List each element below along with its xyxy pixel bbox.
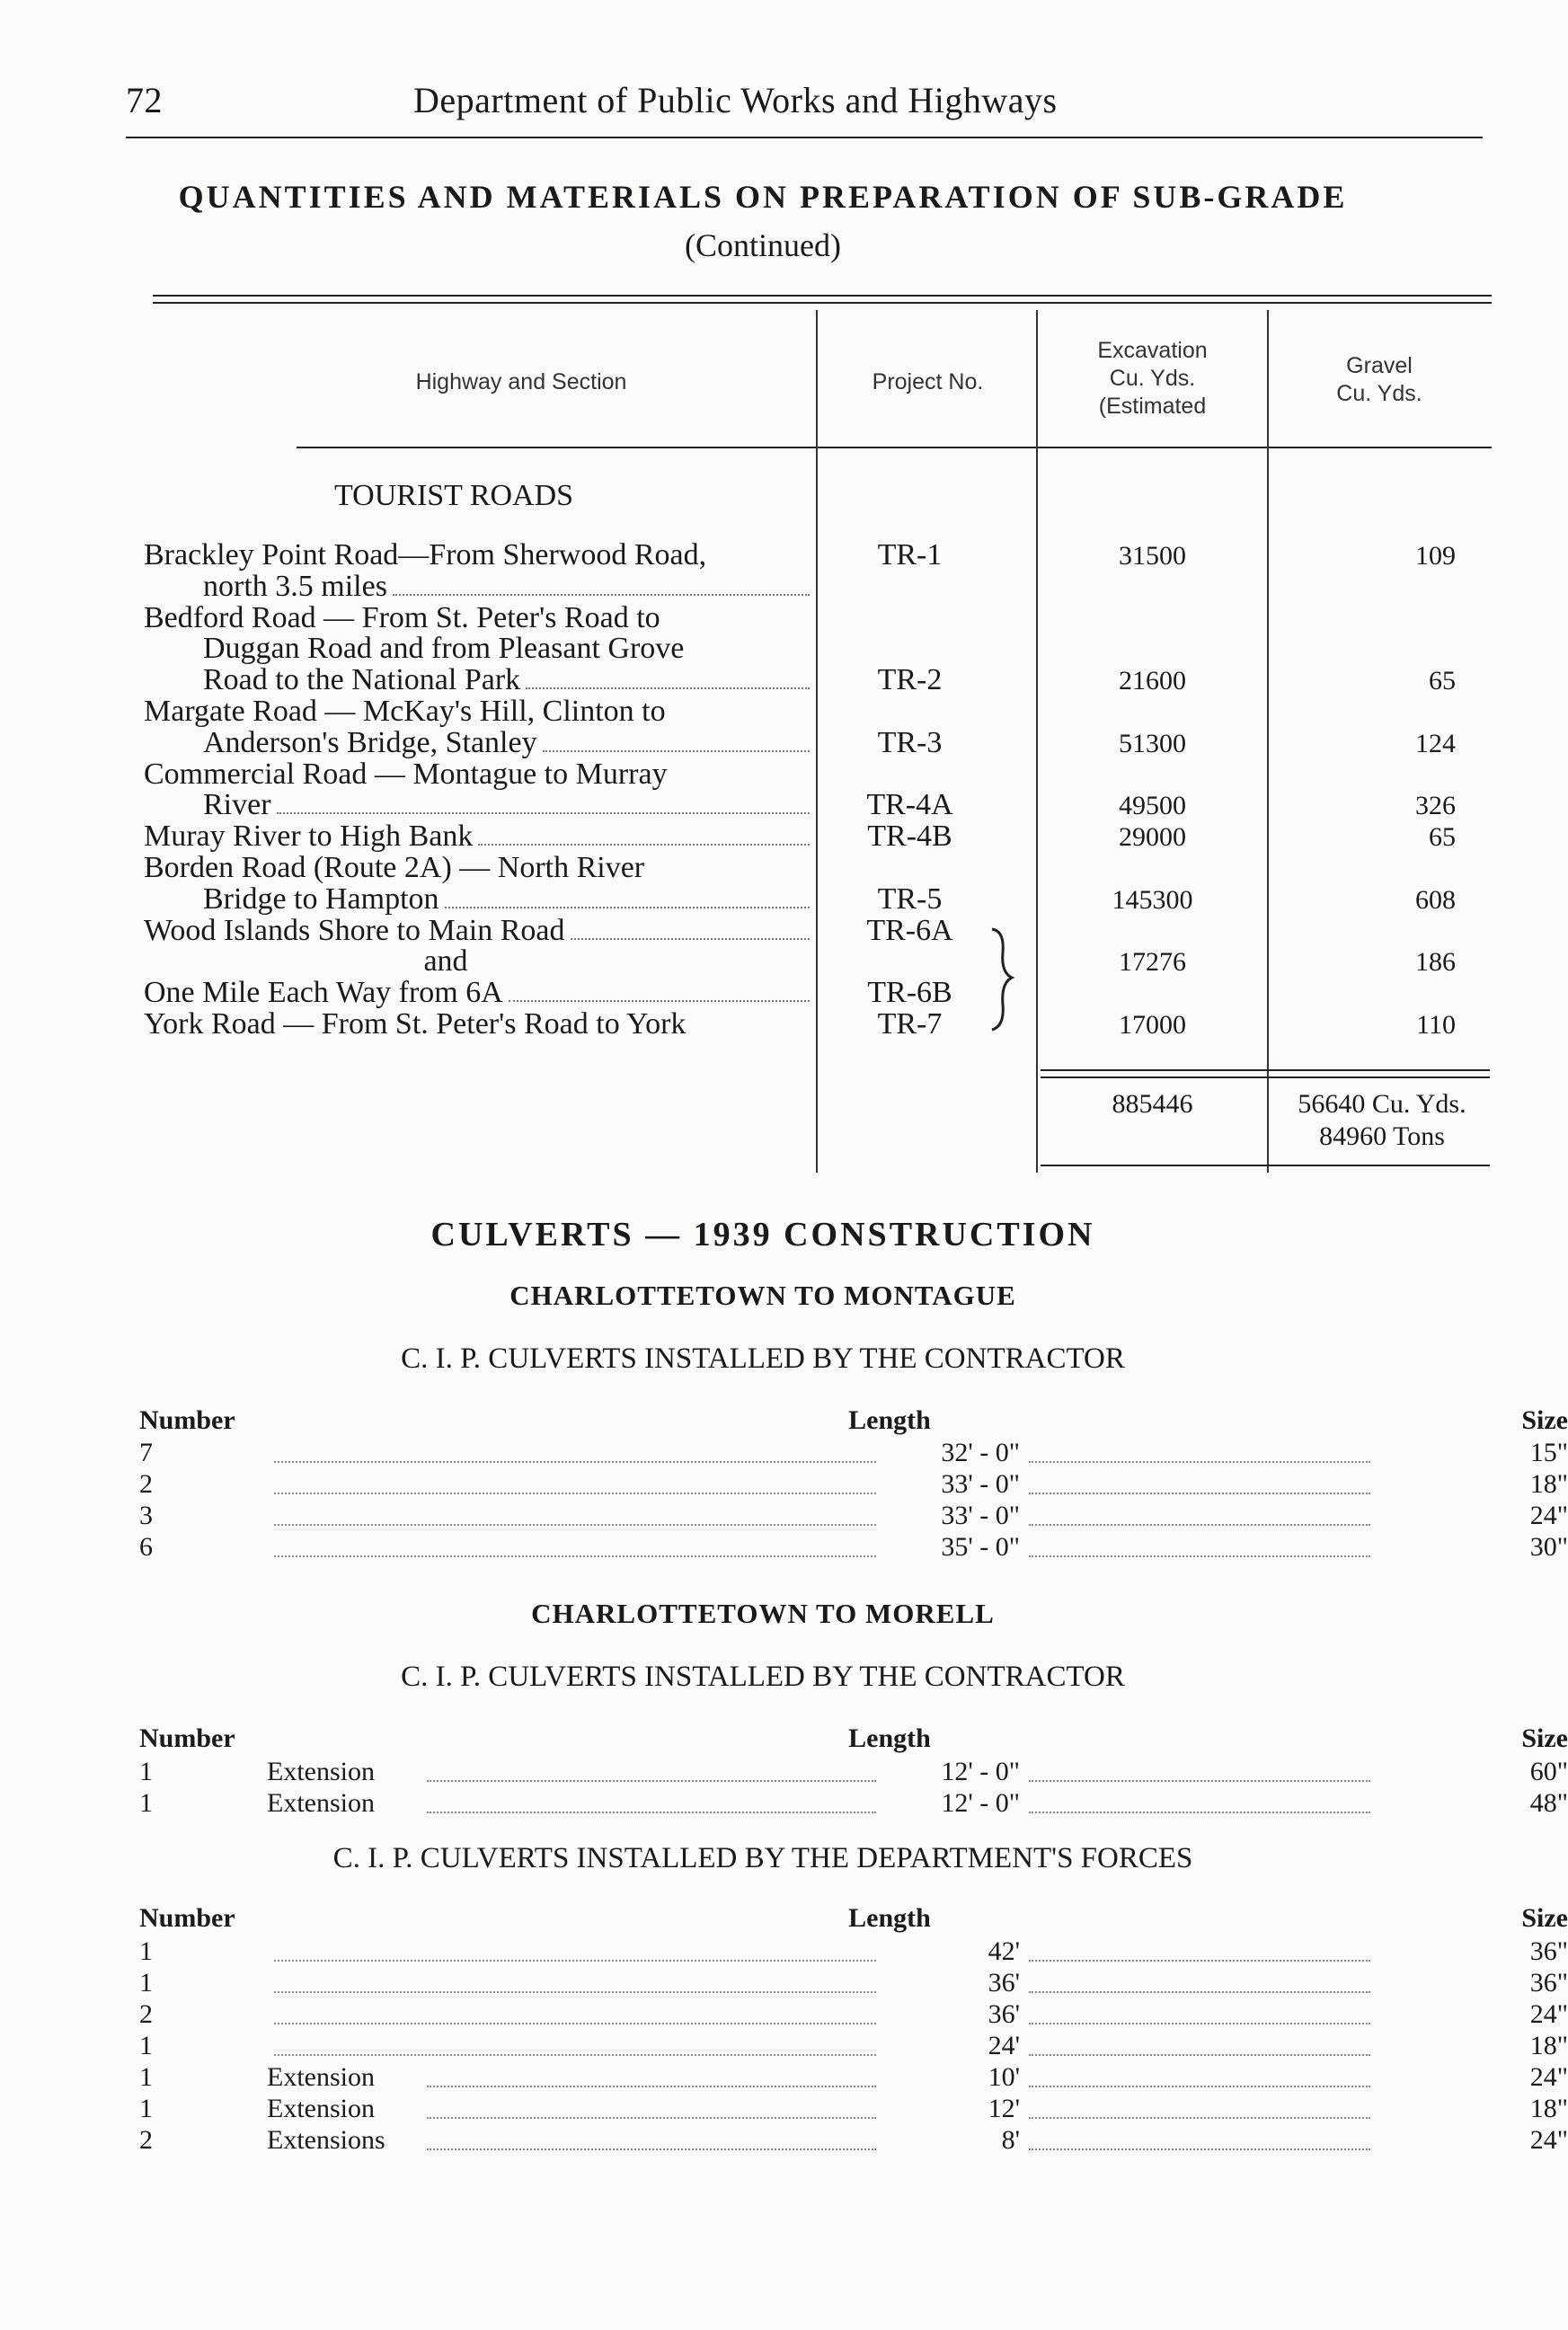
dot-leader	[1029, 1493, 1370, 1494]
culvert-length: 8'	[1001, 2125, 1020, 2155]
dot-leader	[274, 1493, 876, 1494]
dot-leader	[1029, 1780, 1370, 1782]
table-col-divider-1	[816, 310, 818, 1173]
highway-line	[144, 695, 813, 727]
highway-line-text: Brackley Point Road—From Sherwood Road,	[144, 538, 707, 571]
dot-leader	[478, 844, 810, 846]
culvert-length: 12' - 0"	[941, 1788, 1020, 1818]
highway-line	[144, 758, 813, 790]
project-number: TR-1	[877, 538, 943, 571]
culvert-size: 24"	[1529, 1501, 1568, 1530]
culvert-row	[139, 1501, 1568, 1533]
page-number: 72	[126, 80, 163, 120]
dot-leader	[1029, 2148, 1370, 2150]
gravel-value: 186	[1415, 947, 1456, 978]
total-excavation: 885446	[1112, 1089, 1193, 1119]
highway-line-text: north 3.5 miles	[203, 569, 387, 603]
gravel-value: 65	[1429, 822, 1456, 853]
highway-line-text: York Road — From St. Peter's Road to York	[144, 1007, 687, 1041]
highway-line-text: Commercial Road — Montague to Murray	[144, 757, 668, 791]
dot-leader	[274, 1524, 876, 1526]
excavation-value: 49500	[1119, 791, 1186, 821]
culvert-number: 2	[139, 1469, 153, 1499]
culvert-row	[139, 2125, 1568, 2157]
culvert-size: 36"	[1529, 1936, 1568, 1966]
culvert-size: 18"	[1529, 1469, 1568, 1499]
gravel-value: 124	[1415, 728, 1456, 758]
dot-leader	[393, 594, 810, 596]
culvert-length: 10'	[988, 2062, 1020, 2092]
project-number: TR-4A	[866, 788, 953, 822]
gravel-value: 110	[1416, 1010, 1456, 1040]
highway-line	[144, 915, 813, 947]
culvert-number: 2	[139, 1999, 153, 2029]
dot-leader	[274, 1555, 876, 1557]
culvert-row	[139, 1788, 1568, 1821]
totals-bottom-rule	[1041, 1165, 1490, 1166]
dot-leader	[1029, 2054, 1370, 2056]
excavation-value: 17276	[1119, 947, 1186, 978]
dot-leader	[274, 1461, 876, 1463]
dot-leader	[1029, 2023, 1370, 2024]
culverts-section1-heading: CHARLOTTETOWN TO MONTAGUE	[509, 1280, 1016, 1311]
culvert-length: 35' - 0"	[941, 1532, 1020, 1562]
dot-leader	[427, 1812, 876, 1813]
culvert-row	[139, 1999, 1568, 2032]
highway-line	[203, 664, 813, 696]
highway-line-text: Duggan Road and from Pleasant Grove	[203, 632, 685, 666]
culvert-number: 1	[139, 1968, 153, 1998]
highway-line	[203, 727, 813, 759]
dot-leader	[274, 1991, 876, 1993]
project-number: TR-4B	[867, 819, 952, 854]
culverts-section2-heading: CHARLOTTETOWN TO MORELL	[531, 1598, 995, 1629]
culvert-row	[139, 1968, 1568, 2000]
culvert-length: 36'	[988, 1999, 1020, 2029]
col-header-excavation-l1: Excavation	[1097, 338, 1208, 363]
dot-leader	[277, 812, 810, 814]
highway-line-text: Wood Islands Shore to Main Road	[144, 913, 565, 947]
dot-leader	[1029, 2117, 1370, 2119]
culvert-row	[139, 1757, 1568, 1789]
col-header-excavation	[1042, 337, 1262, 421]
highway-line-text: Borden Road (Route 2A) — North River	[144, 851, 645, 884]
culvert-header-row	[139, 1903, 1568, 1936]
culvert-length: 12'	[988, 2094, 1020, 2123]
gravel-value: 65	[1429, 666, 1456, 696]
dot-leader	[571, 938, 811, 940]
culvert-description: Extension	[267, 2062, 375, 2092]
highway-line	[203, 883, 813, 916]
culvert-row	[139, 2031, 1568, 2063]
totals-top-rule-2	[1041, 1076, 1490, 1078]
culvert-number: 7	[139, 1438, 153, 1467]
col-header-excavation-l3: (Estimated	[1098, 394, 1207, 419]
culvert-description: Extension	[267, 2094, 375, 2123]
dot-leader	[274, 1960, 876, 1962]
excavation-value: 21600	[1119, 666, 1186, 696]
culvert-number: 1	[139, 1788, 153, 1818]
culvert-length: 36'	[988, 1968, 1020, 1998]
culvert-number: 2	[139, 2125, 153, 2155]
culvert-length: 33' - 0"	[941, 1469, 1020, 1499]
col-header-excavation-l2: Cu. Yds.	[1109, 366, 1196, 391]
table-col-divider-2	[1036, 310, 1038, 1173]
header-rule	[126, 137, 1483, 138]
col-header-highway: Highway and Section	[415, 369, 627, 394]
culvert-col-size: Size	[1521, 1405, 1568, 1435]
culvert-size: 24"	[1529, 1999, 1568, 2029]
highway-line-text: Anderson's Bridge, Stanley	[203, 725, 537, 759]
culvert-number: 1	[139, 2031, 153, 2060]
highway-line-text: Road to the National Park	[203, 663, 521, 697]
excavation-value: 17000	[1119, 1010, 1186, 1040]
culvert-header-row	[139, 1723, 1568, 1756]
highway-line-text: Bridge to Hampton	[203, 882, 439, 916]
dot-leader	[1029, 1960, 1370, 1962]
culvert-col-number: Number	[139, 1405, 235, 1435]
dot-leader	[427, 2117, 876, 2119]
project-number: TR-3	[877, 725, 943, 759]
col-header-gravel-l2: Cu. Yds.	[1336, 381, 1422, 406]
culvert-number: 1	[139, 1936, 153, 1966]
highway-line-text: Margate Road — McKay's Hill, Clinton to	[144, 695, 666, 728]
table-top-rule-2	[153, 302, 1492, 304]
dot-leader	[509, 1000, 810, 1002]
excavation-value: 51300	[1119, 728, 1186, 758]
dot-leader	[274, 2023, 876, 2024]
culvert-length: 24'	[988, 2031, 1020, 2060]
highway-line	[144, 820, 813, 853]
culvert-col-size: Size	[1521, 1723, 1568, 1753]
culvert-row	[139, 1936, 1568, 1969]
excavation-value: 31500	[1119, 541, 1186, 571]
culvert-number: 1	[139, 2062, 153, 2092]
excavation-value: 145300	[1112, 884, 1193, 915]
culverts-section3-subheading: C. I. P. CULVERTS INSTALLED BY THE DEPARTMENT'S FORCES	[332, 1842, 1193, 1874]
culverts-title: CULVERTS — 1939 CONSTRUCTION	[430, 1216, 1095, 1254]
culvert-number: 3	[139, 1501, 153, 1530]
dot-leader	[445, 907, 810, 908]
culverts-section1-subheading: C. I. P. CULVERTS INSTALLED BY THE CONTRACTOR	[401, 1342, 1125, 1375]
highway-line	[203, 571, 813, 603]
dot-leader	[1029, 2086, 1370, 2087]
page-subtitle: (Continued)	[685, 227, 841, 263]
dot-leader	[427, 1780, 876, 1782]
totals-top-rule	[1041, 1069, 1490, 1071]
highway-line	[203, 789, 813, 821]
dot-leader	[526, 687, 810, 689]
table-top-rule	[153, 295, 1492, 297]
highway-line-text: One Mile Each Way from 6A	[144, 976, 503, 1010]
culvert-col-length: Length	[848, 1405, 931, 1435]
highway-line	[144, 1008, 813, 1040]
culvert-header-row	[139, 1405, 1568, 1438]
project-number: TR-6A	[866, 913, 953, 947]
col-header-project: Project No.	[872, 369, 984, 394]
culvert-row	[139, 1469, 1568, 1502]
culvert-number: 6	[139, 1532, 153, 1562]
culvert-size: 15"	[1529, 1438, 1568, 1467]
culvert-length: 32' - 0"	[941, 1438, 1020, 1467]
gravel-value: 326	[1415, 791, 1456, 821]
dot-leader	[1029, 1524, 1370, 1526]
dot-leader	[1029, 1812, 1370, 1813]
page-title: QUANTITIES AND MATERIALS ON PREPARATION OF SUB-GRADE	[178, 179, 1348, 215]
culvert-col-number: Number	[139, 1903, 235, 1933]
highway-line	[203, 945, 688, 977]
dot-leader	[543, 750, 810, 752]
culvert-size: 30"	[1529, 1532, 1568, 1562]
culvert-number: 1	[139, 1757, 153, 1786]
highway-line	[144, 539, 813, 571]
excavation-value: 29000	[1119, 822, 1186, 853]
culvert-description: Extension	[267, 1788, 375, 1818]
culvert-col-length: Length	[848, 1723, 931, 1753]
culvert-length: 42'	[988, 1936, 1020, 1966]
running-title: Department of Public Works and Highways	[413, 80, 1058, 120]
culverts-section2-subheading: C. I. P. CULVERTS INSTALLED BY THE CONTRACTOR	[401, 1661, 1125, 1693]
brace-icon	[988, 926, 1015, 1033]
culvert-size: 18"	[1529, 2094, 1568, 2123]
table-col-divider-3	[1267, 310, 1269, 1173]
culvert-size: 60"	[1529, 1757, 1568, 1786]
dot-leader	[1029, 1461, 1370, 1463]
dot-leader	[1029, 1991, 1370, 1993]
gravel-value: 109	[1415, 541, 1456, 571]
culvert-number: 1	[139, 2094, 153, 2123]
highway-line	[144, 977, 813, 1009]
culvert-description: Extension	[267, 1757, 375, 1786]
highway-line-text: River	[203, 788, 271, 822]
total-gravel-tons: 84960 Tons	[1319, 1121, 1445, 1151]
highway-line-text: Bedford Road — From St. Peter's Road to	[144, 600, 660, 634]
culvert-col-size: Size	[1521, 1903, 1568, 1933]
total-gravel-yards: 56640 Cu. Yds.	[1298, 1089, 1466, 1119]
culvert-row	[139, 1532, 1568, 1564]
dot-leader	[427, 2086, 876, 2087]
culvert-size: 48"	[1529, 1788, 1568, 1818]
dot-leader	[427, 2148, 876, 2150]
culvert-row	[139, 1438, 1568, 1470]
gravel-value: 608	[1415, 884, 1456, 915]
culvert-description: Extensions	[267, 2125, 385, 2155]
table-header-rule	[297, 447, 1492, 448]
culvert-length: 12' - 0"	[941, 1757, 1020, 1786]
culvert-row	[139, 2062, 1568, 2095]
dot-leader	[1029, 1555, 1370, 1557]
section-label-tourist-roads: TOURIST ROADS	[334, 479, 574, 512]
project-number: TR-5	[877, 882, 943, 916]
highway-line	[144, 852, 813, 883]
culvert-size: 24"	[1529, 2125, 1568, 2155]
highway-line	[203, 633, 813, 664]
highway-line-text: Muray River to High Bank	[144, 819, 474, 854]
culvert-size: 18"	[1529, 2031, 1568, 2060]
culvert-size: 36"	[1529, 1968, 1568, 1998]
culvert-col-length: Length	[848, 1903, 931, 1933]
culvert-length: 33' - 0"	[941, 1501, 1020, 1530]
col-header-gravel	[1271, 352, 1487, 408]
col-header-gravel-l1: Gravel	[1346, 353, 1413, 378]
culvert-col-number: Number	[139, 1723, 235, 1753]
highway-line	[144, 602, 813, 633]
dot-leader	[274, 2054, 876, 2056]
highway-line-text: and	[423, 944, 468, 979]
culvert-row	[139, 2094, 1568, 2126]
project-number: TR-6B	[867, 976, 952, 1010]
project-number: TR-2	[877, 663, 943, 697]
culvert-size: 24"	[1529, 2062, 1568, 2092]
project-number: TR-7	[877, 1007, 943, 1041]
